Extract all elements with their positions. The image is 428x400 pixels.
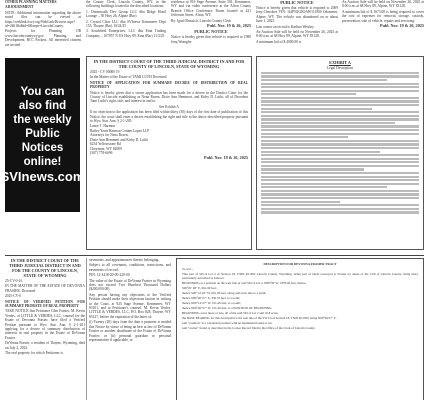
ad-line: online!	[23, 156, 62, 168]
notice-paragraph-1: Notice is hereby given that a sworn application has been made for a decree in the District Court for the County of Lincoln establishing as Nena Rosen, Dixie Ann Hemmert, and Kirby D. Luthi, all of Decedent Tami Luthi's right, title, and interest in and to:	[90, 90, 248, 104]
firm-phone: (307) 778-6696	[90, 150, 113, 155]
tract-course: S00°01' 48" E, 661.99 feet;	[182, 286, 217, 290]
tract-paragraph: the BASE BEARING for this description is the east line of the SW1/4 of Section 18, T36N R118W, being N00°04'27" E.	[182, 316, 337, 320]
tract-course: thence N00°46' 07" W, 101.40 feet, to a POSITION OF BEGINNING.	[182, 306, 273, 310]
last-owner-text: Last owner on record is Karlina Westley.	[256, 24, 315, 29]
tract-paragraph: That part of SE1/4 Lot 2 of Section 18, T36N R118W Lincoln County, Wyoming, being part of lands conveyed to Frasier by deeds of the 15th of Lincoln County, being more particularly described as follows:	[182, 272, 418, 280]
publication-date: Publ. Nov. 19 & 26, 2025	[207, 23, 251, 29]
ad-line: You can	[20, 86, 65, 98]
top-column-2	[86, 0, 166, 52]
publication-date: Publ. Nov. 19 & 26, 2025	[380, 23, 424, 29]
tract-course: thence S00°14' 20" W, 661.09 feet, along said west line to a point;	[182, 291, 267, 295]
auction-text: An Auction Sale will be held on November 26, 2025 at 8:00 a.m. at 68 Hwy 89, Alpine, WY 83128.	[256, 30, 338, 39]
luth-estate-notice	[86, 56, 252, 250]
tract-paragraph: BEGINNING acres more or less, all of the said SE1/4 Lot 2 and 10.8 acres.	[182, 311, 279, 315]
publication-date: Publ. Nov. 19 & 26, 2025	[204, 155, 248, 161]
notice-paragraph-2: If no objection to the application has been filed within thirty (30) days of the first date of publication of this Notice, the court shall enter a decree establishing the right and title to the above described property pursuant to Wyo. Stat. Ann. § 2-1-205.	[90, 110, 248, 124]
tract-title: DESCRIPTION FOR DEVONNA FRASIER TRACT	[263, 262, 337, 266]
ad-website-link[interactable]: SVInews.com	[0, 169, 85, 184]
ad-line: Public	[25, 128, 60, 140]
top-column-3	[171, 0, 251, 52]
attorney-name: Lance T. Harmon	[90, 124, 116, 129]
exhibit-subtitle: Legal Description	[327, 66, 353, 70]
ad-line: the weekly	[13, 114, 72, 126]
frasier-tract-description	[176, 258, 424, 400]
notice-paragraph: The real property for which Petitioner is	[5, 351, 63, 356]
ad-line: also find	[18, 100, 67, 112]
vehicle-notice-text: Notice is hereby given that vehicle is required to 1980 Jeep Wrangler	[171, 35, 251, 44]
exhibit-reference: See Exhibit A	[159, 104, 179, 109]
luth-notice-body	[90, 59, 248, 247]
parcel-number: PIN: 12-3418-20-00-220-00	[89, 273, 130, 278]
top-column-4	[256, 0, 338, 52]
exhibit-title: EXHIBIT A	[329, 60, 351, 65]
case-number: 2025-CV-0	[5, 294, 22, 299]
notice-paragraph: Any person having any objections to the Verified Petition should make their objections known in writing to the Court, at 925 Sage Avenue, Kemmerer, WY 83101, and to Petitioner's counsel, M. Kevin Verdes, LITTLE & VERDES, LLC, P.O. Box 828, Thayne, WY 83127, before the expiration of the latter of:	[89, 292, 171, 319]
frasier-notice-column-2	[89, 258, 171, 400]
clerk-signature: By: Iguel Brassich, Lincoln County Clerk	[171, 18, 232, 23]
liquor-item-2: 2. Crystal Clear LLC dba SVInews Kemmerer Dept 153, Thayne (Bar) 10/24/25	[86, 19, 166, 29]
tract-course: thence N00°14' 07" W, 101.49 feet, to a point;	[182, 301, 241, 305]
column-divider	[86, 258, 87, 400]
exhibit-a-document	[256, 56, 424, 250]
tract-paragraph: said "position" is a calculated position with no monument found or set.	[182, 321, 273, 325]
attorney-clients: Dixie Ann Hemmert and Kirby D. Luthi	[90, 137, 148, 142]
minimum-bid-text: A minimum bid of $ 4000.00 is	[256, 39, 302, 44]
law-firm: Bailey Yeats Harmon Cottam Lopez LLP	[90, 128, 150, 133]
notice-title: NOTICE OF APPLICATION FOR SUMMARY DECREE OF DISTRIBUTION OF REAL PROPERTY	[90, 80, 248, 90]
meeting-location: residence at 916 Sage Avenue, Suite 301, Kemmerer, WY and via video conference at the Afton County Branch Office Conference Room located at 421 Jefferson Street, Afton, WY.	[171, 0, 251, 18]
court-heading: IN THE DISTRICT COURT OF THE THIRD JUDICIAL DISTRICT IN AND FOR THE COUNTY OF LINCOLN, STATE OF WYOMING	[9, 258, 81, 278]
notice-paragraph: Subject to all covenants, conditions, restrictions, and easements of record.	[89, 263, 171, 272]
tract-course: BEGINNING at a position on the west line of said SE1/4 Lot 2, N89°59' W, 1978.49 feet, thence,	[182, 281, 307, 285]
exhibit-a-body	[261, 60, 419, 246]
vehicle-notice-text: Notice is hereby given that vehicle is required to 2009 Jeep Cherokee VIN: 1J4PN2GK0AW111900 Odometer, Alpine, WY. The vehicle was abandoned on or about June 1, 2025.	[256, 6, 338, 24]
exhibit-text-lines	[261, 72, 419, 214]
auction-text: An Auction Sale will be held on November 26, 2025 at 8:00 a.m. at 68 Hwy 89, Alpine, WY 83128.	[342, 0, 424, 9]
minimum-bid-text: A minimum bid of $ 1673.00 is being required to cover the cost of expenses for removal, storage, custody, preservation, sale of vehicle, repairs and servicing.	[342, 9, 424, 23]
tract-description-body	[182, 262, 418, 397]
liquor-intro: the County Clerk, Lincoln County, WY, in the following buildings located in the described locations:	[86, 0, 166, 9]
public-notices-ad	[0, 58, 85, 212]
notice-paragraph: easements, and appurtenances thereto belonging.	[89, 258, 160, 262]
firm-address: 6234 Yellowstone Rd	[90, 142, 121, 147]
notice-paragraph: DeVonna Frasier, a resident of Thayne, Wyoming, died on July 3, 2023.	[5, 341, 85, 350]
case-number: 2025 - CV 00000 19	[90, 70, 120, 74]
planning-note-2: Projects for Planning OR www.lincolncountywy.gov. Planning and Development, BCC Packets. All interested citizens are invited	[5, 29, 81, 47]
liquor-item-3: 3. Southfield Enterprises, LLC dba Etna Trading Company – 107857 N US Hwy 89, Etna (Bar) 11/3/25	[86, 29, 166, 38]
notice-paragraph: The value of the Estate of DeVonna Frasier in Wyoming does not exceed Two Hundred Thousand Dollars ($200,000.00).	[89, 278, 171, 292]
estate-matter: In the Matter of the Estate of TAMI LUTH Deceased.	[90, 75, 168, 80]
tract-course: thence N86°40' 07" E, 336.53 feet, to a point;	[182, 296, 241, 300]
public-notice-heading: PUBLIC NOTICE	[280, 0, 314, 5]
tract-to-wit: To-wit: –	[182, 267, 194, 271]
adjournment-heading: ADJOURNMENT	[5, 5, 34, 10]
notice-title: NOTICE OF VERIFIED PETITION FOR SUMMARY PROBATE OF REAL PROPERTY	[5, 299, 85, 309]
planning-note: NOTE: Additional information regarding the above noted files can be viewed at https://weblink.lcwy.org/WebLink/Browse.aspx?id=2461&dbid=0&repo=LincolnCounty.	[5, 10, 81, 29]
firm-city: Cheyenne, WY 82009	[90, 146, 122, 151]
attorney-role: Attorneys for Nena Rosen,	[90, 133, 129, 138]
estate-matter: IN THE MATTER OF THE ESTATE OF DEVONNA FRASIER, Deceased	[5, 284, 85, 293]
planning-heading: OTHER PLANNING MATTERS	[5, 0, 57, 4]
section-divider	[5, 255, 424, 256]
ad-line: Notices	[21, 142, 64, 154]
notice-paragraph: (i) Twenty (20) days from the date a payment is mailed this Notice by virtue of being an heir at law of DeVonna Frasier or another distributee of the Estate of DeVonna Frasier; or (ii) personal guardian or personal representative if applicable, or	[89, 320, 171, 342]
tract-paragraph: said "corner" found or described in the Corner Record filed in the Office of the Clerk of Lincoln County.	[182, 326, 316, 330]
notice-paragraph: TAKE NOTICE that Petitioner Glen Frasier, M. Kevin Verdes, of LITTLE & VERDES, LLC, counsel for the Estate of Devonna Frasier, have filed a Verified Petition pursuant to Wyo. Stat. Ann. § 2-1-201 applying for a decree of summary distribution of interests in real property in the Estate of DeVonna Frasier.	[5, 309, 85, 340]
public-notice-heading: PUBLIC NOTICE	[194, 29, 228, 35]
liquor-item-1: 1. Dreamwalk Dev Group LLC dba Ridge Hotel Lounge – 50 Hwy 26, Alpine (Bar)	[86, 9, 166, 19]
case-number: 25-CV-0-16	[5, 279, 23, 283]
court-heading: IN THE DISTRICT COURT OF THE THIRD JUDICIAL DISTRICT IN AND FOR THE COUNTY OF LINCOLN, STATE OF WYOMING	[93, 59, 245, 69]
top-column-5	[342, 0, 424, 52]
frasier-notice-column-1	[5, 258, 85, 400]
top-column-1	[5, 0, 81, 58]
